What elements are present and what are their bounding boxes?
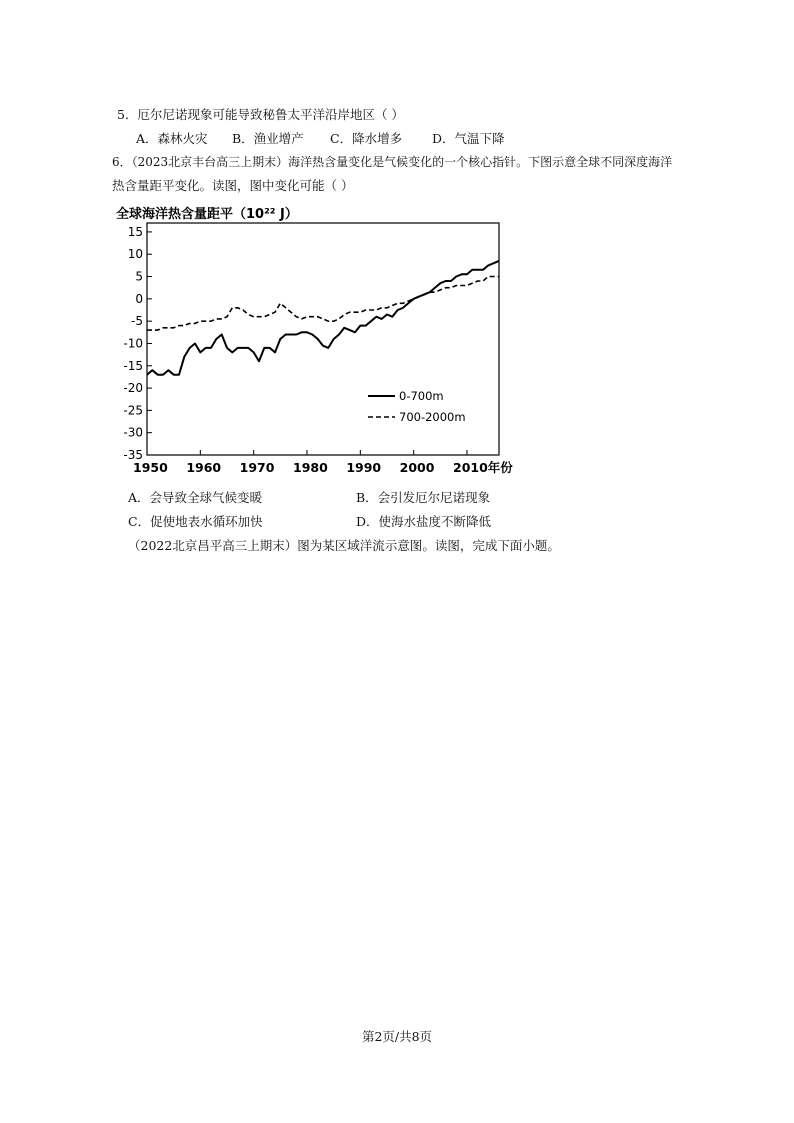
q6-option-a: A．会导致全球气候变暖 [128,490,263,505]
page-footer: 第2页/共8页 [361,1029,433,1044]
q6-stem-line1: 6．（2023北京丰台高三上期末）海洋热含量变化是气候变化的一个核心指针。下图示意全球不同深度海洋 [112,155,673,169]
y-tick-label: 10 [127,247,143,262]
next-question-intro: （2022北京昌平高三上期末）图为某区域洋流示意图。读图，完成下面小题。 [128,538,560,553]
q6-option-b: B．会引发厄尔尼诺现象 [356,490,491,505]
series-line-0-700m [147,261,499,375]
q5-option-c: C．降水增多 [330,131,403,146]
legend-label-700-2000m: 700-2000m [399,410,466,424]
x-tick-label: 1960 [186,460,222,475]
q6-option-c: C．促使地表水循环加快 [128,514,263,529]
x-tick-label: 1950 [133,460,168,475]
series-line-700-2000m [147,277,499,331]
y-tick-label: 0 [135,291,143,306]
ocean-heat-chart [112,203,522,481]
legend [368,389,466,424]
y-tick-label: 15 [127,224,143,239]
chart-title: 全球海洋热含量距平（10²² J） [116,207,298,222]
q5-option-a: A．森林火灾 [136,131,208,146]
q5-option-d: D．气温下降 [432,131,505,146]
x-tick-label: 2000 [399,460,435,475]
x-tick-label: 1970 [239,460,275,475]
y-tick-label: 5 [135,269,143,284]
legend-label-0-700m: 0-700m [399,389,444,403]
x-tick-label: 1980 [293,460,328,475]
x-tick-label: 1990 [346,460,382,475]
q5-stem: 5．厄尔尼诺现象可能导致秘鲁太平洋沿岸地区（ ） [117,107,404,122]
y-tick-label: -30 [123,425,143,440]
q6-option-d: D．使海水盐度不断降低 [356,514,492,529]
x-tick-label: 2010年份 [453,460,513,475]
q5-option-b: B．渔业增产 [232,131,304,146]
y-tick-label: -20 [123,381,143,396]
y-tick-label: -25 [123,403,143,418]
y-tick-label: -35 [123,448,143,462]
q6-stem-line2: 热含量距平变化。读图，图中变化可能（ ） [112,178,354,193]
y-tick-label: -10 [123,336,143,351]
y-tick-label: -5 [131,314,143,329]
y-tick-label: -15 [123,358,143,373]
